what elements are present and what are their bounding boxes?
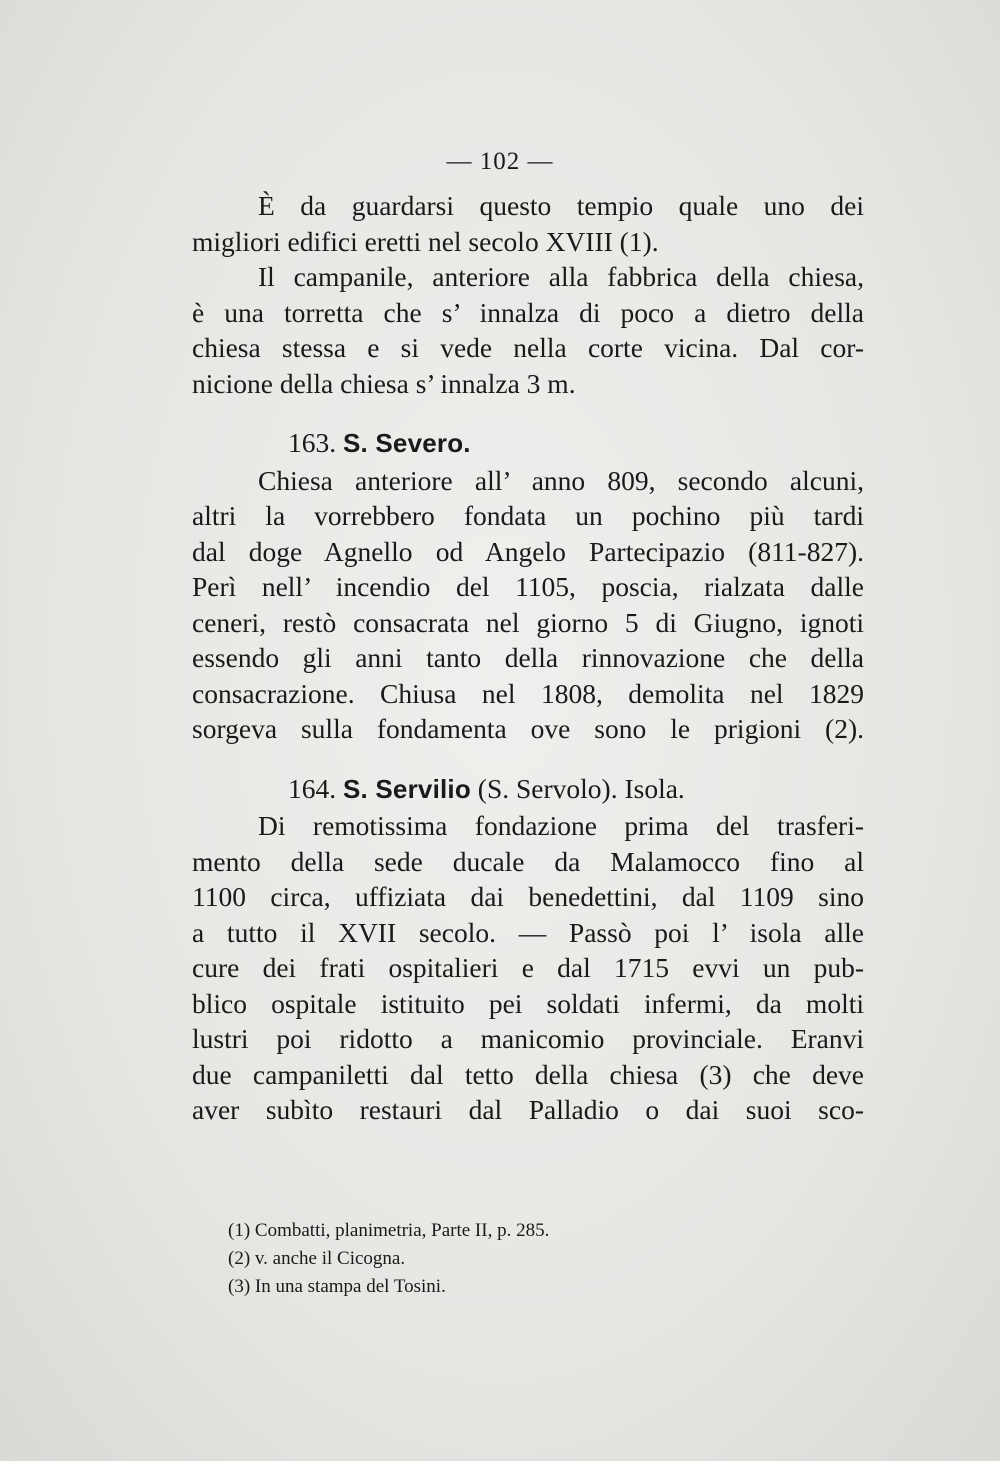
- text-line: aver subìto restauri dal Palladio o dai suoi sco-: [192, 1094, 864, 1125]
- text-line: mento della sede ducale da Malamocco fino al: [192, 845, 864, 877]
- section-title: S. Severo.: [343, 428, 471, 458]
- text-line: a tutto il XVII secolo. — Passò poi l’ isola alle: [192, 916, 864, 948]
- footnotes: [228, 1217, 748, 1301]
- page-number: — 102 —: [446, 148, 554, 175]
- text-line: nicione della chiesa s’ innalza 3 m.: [192, 367, 576, 399]
- text-line: Perì nell’ incendio del 1105, poscia, rialzata dalle: [192, 571, 864, 602]
- footnote: (1) Combatti, planimetria, Parte II, p. 285.: [228, 1220, 550, 1241]
- text-line: 1100 circa, uffiziata dai benedettini, dal 1109 sino: [192, 881, 864, 912]
- text-line: Il campanile, anteriore alla fabbrica della chiesa,: [258, 261, 864, 292]
- section-subtitle: (S. Servolo). Isola.: [477, 772, 685, 804]
- text-line: lustri poi ridotto a manicomio provinciale. Eranvi: [192, 1023, 864, 1054]
- footnote: (2) v. anche il Cicogna.: [228, 1248, 406, 1269]
- text-line: due campaniletti dal tetto della chiesa (3) che deve: [192, 1058, 864, 1090]
- footnote: (3) In una stampa del Tosini.: [228, 1276, 446, 1297]
- text-line: è una torretta che s’ innalza di poco a dietro della: [192, 296, 864, 328]
- text-line: ceneri, restò consacrata nel giorno 5 di Giugno, ignoti: [192, 606, 864, 638]
- paragraph-campanile: [192, 259, 864, 401]
- section-164: [192, 771, 864, 1128]
- text-line: chiesa stessa e si vede nella corte vicina. Dal cor-: [192, 332, 864, 363]
- section-heading: [192, 771, 864, 807]
- page-body: [192, 188, 864, 1128]
- text-line: essendo gli anni tanto della rinnovazione che della: [192, 642, 864, 673]
- text-line: sorgeva sulla fondamenta ove sono le prigioni (2).: [192, 713, 864, 744]
- section-title: S. Servilio: [343, 773, 471, 804]
- text-line: consacrazione. Chiusa nel 1808, demolita nel 1829: [192, 677, 864, 709]
- text-line: Di remotissima fondazione prima del trasferi-: [258, 810, 864, 841]
- text-line: È da guardarsi questo tempio quale uno dei: [258, 190, 864, 221]
- text-line: dal doge Agnello od Angelo Partecipazio (811-827).: [192, 535, 864, 567]
- text-line: blico ospitale istituito pei soldati infermi, da molti: [192, 987, 864, 1019]
- section-heading: [192, 425, 864, 461]
- section-163: [192, 425, 864, 747]
- text-line: Chiesa anteriore all’ anno 809, secondo alcuni,: [258, 464, 864, 496]
- text-line: cure dei frati ospitalieri e dal 1715 evvi un pub-: [192, 952, 864, 983]
- text-line: migliori edifici eretti nel secolo XVIII (1).: [192, 225, 659, 257]
- section-number: 164.: [288, 772, 337, 804]
- text-line: altri la vorrebbero fondata un pochino più tardi: [192, 500, 864, 531]
- section-number: 163.: [288, 427, 337, 458]
- paragraph-tempio: [192, 188, 864, 259]
